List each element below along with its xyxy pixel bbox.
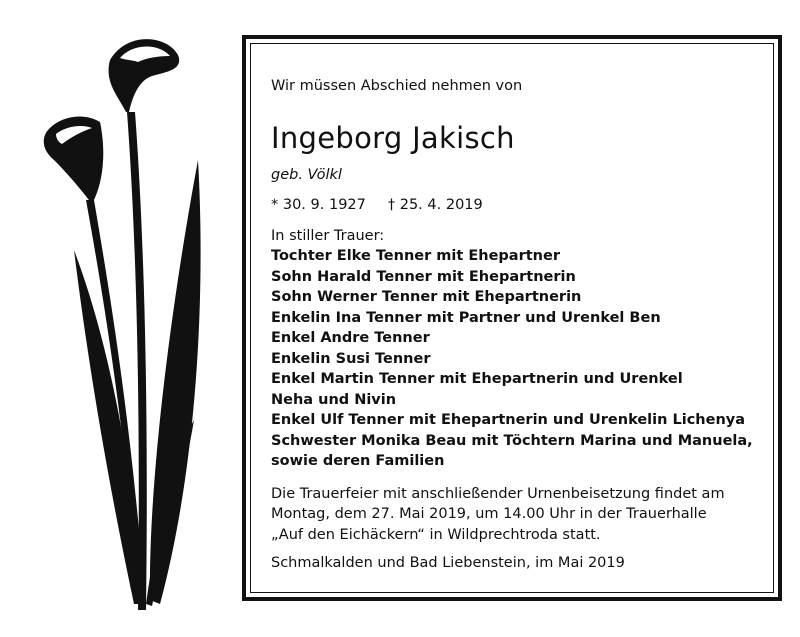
mourner-line: Enkelin Ina Tenner mit Partner und Urenkel Ben — [271, 309, 661, 326]
intro-line: Wir müssen Abschied nehmen von — [271, 78, 523, 94]
deceased-name: Ingeborg Jakisch — [271, 120, 515, 155]
obituary-text — [271, 76, 771, 574]
place-and-date: Schmalkalden und Bad Liebenstein, im Mai 2019 — [271, 555, 625, 571]
mourner-line: Tochter Elke Tenner mit Ehepartner — [271, 248, 560, 264]
birth-name: geb. Völkl — [271, 166, 342, 183]
mourner-line: Enkel Ulf Tenner mit Ehepartnerin und Urenkelin Lichenya — [271, 412, 746, 428]
mourner-line: Sohn Harald Tenner mit Ehepartnerin — [271, 268, 576, 285]
mourners-list — [271, 246, 771, 472]
birth-date: * 30. 9. 1927 — [271, 197, 366, 213]
life-dates — [271, 195, 771, 216]
death-date: † 25. 4. 2019 — [387, 197, 483, 213]
mourning-heading: In stiller Trauer: — [271, 227, 385, 244]
mourner-line: Neha und Nivin — [271, 391, 397, 408]
calla-lily-icon — [0, 0, 240, 637]
mourner-line: Enkel Martin Tenner mit Ehepartnerin und Urenkel — [271, 371, 683, 387]
mourner-line: Sohn Werner Tenner mit Ehepartnerin — [271, 289, 582, 305]
mourner-line: sowie deren Familien — [271, 453, 445, 469]
service-details: Die Trauerfeier mit anschließender Urnenbeisetzung findet am Montag, dem 27. Mai 2019, um 14.00 Uhr in der Trauerhalle „Auf den Eichäckern“ in Wildprechtroda statt. — [271, 485, 725, 543]
mourner-line: Schwester Monika Beau mit Töchtern Marina und Manuela, — [271, 432, 753, 449]
mourner-line: Enkel Andre Tenner — [271, 330, 430, 346]
mourner-line: Enkelin Susi Tenner — [271, 350, 431, 367]
